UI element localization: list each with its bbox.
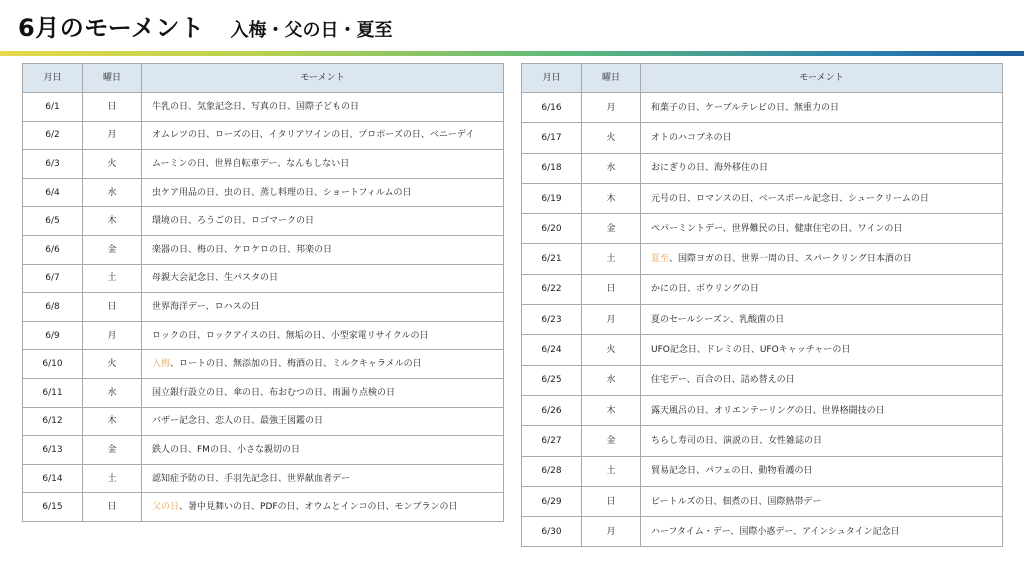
weekday-cell: 火 [582,335,641,365]
column-header-moment: モーメント [641,64,1003,93]
table-row [522,335,1003,365]
page-subtitle: 入梅・父の日・夏至 [230,20,393,41]
table-row [23,407,504,436]
date-cell: 6/11 [23,378,83,407]
moment-text: 牛乳の日、気象記念日、写真の日、国際子どもの日 [152,101,360,112]
table-row [522,93,1003,123]
weekday-cell: 金 [83,436,142,465]
weekday-cell: 土 [582,244,641,274]
date-cell: 6/14 [23,464,83,493]
table-row [23,464,504,493]
date-cell: 6/30 [522,517,582,547]
moment-text: おにぎりの日、海外移住の日 [651,163,769,174]
page-title: 6月のモーメント [18,14,205,42]
moment-text: 鉄人の日、FMの日、小さな親切の日 [152,444,300,455]
weekday-cell: 火 [83,350,142,379]
table-row [23,436,504,465]
moment-cell [641,214,1003,244]
moment-text: ロックの日、ロックアイスの日、無垢の日、小型家電リサイクルの日 [152,330,429,341]
table-row [522,456,1003,486]
moment-cell [142,293,504,322]
moment-text: 露天風呂の日、オリエンテーリングの日、世界格闘技の日 [651,405,885,416]
weekday-cell: 月 [83,321,142,350]
table-row [522,395,1003,425]
moment-text: 国立銀行設立の日、傘の日、布おむつの日、雨漏り点検の日 [152,387,396,398]
weekday-cell: 日 [83,493,142,522]
date-cell: 6/12 [23,407,83,436]
table-row [23,350,504,379]
weekday-cell: 水 [582,365,641,395]
date-cell: 6/8 [23,293,83,322]
moment-text: 和菓子の日、ケーブルテレビの日、無重力の日 [651,102,840,113]
weekday-cell: 日 [582,274,641,304]
moment-text: 、国際ヨガの日、世界一周の日、スパークリング日本酒の日 [669,254,912,265]
date-cell: 6/7 [23,264,83,293]
weekday-cell: 火 [582,123,641,153]
moment-cell [641,153,1003,183]
moment-text: オトのハコブネの日 [651,132,732,143]
table-row [23,150,504,179]
table-row [522,426,1003,456]
weekday-cell: 木 [83,207,142,236]
weekday-cell: 金 [582,214,641,244]
date-cell: 6/16 [522,93,582,123]
highlighted-moment: 父の日 [152,502,180,513]
date-cell: 6/21 [522,244,582,274]
moment-cell [641,456,1003,486]
weekday-cell: 金 [582,426,641,456]
date-cell: 6/22 [522,274,582,304]
moment-text: ちらし寿司の日、演説の日、女性雑誌の日 [651,435,823,446]
date-cell: 6/10 [23,350,83,379]
weekday-cell: 日 [582,486,641,516]
table-row [23,378,504,407]
column-header-date: 月日 [23,64,83,93]
moment-cell [142,464,504,493]
moment-cell [142,436,504,465]
weekday-cell: 月 [582,93,641,123]
moment-cell [641,486,1003,516]
column-header-day: 曜日 [83,64,142,93]
page-header [18,8,393,44]
weekday-cell: 火 [83,150,142,179]
moment-cell [142,264,504,293]
table-row [522,305,1003,335]
moment-text: 世界海洋デー、ロハスの日 [152,301,260,312]
table-row [522,365,1003,395]
moment-text: 虫ケア用品の日、虫の日、蒸し料理の日、ショートフィルムの日 [152,187,412,198]
table-row [23,121,504,150]
weekday-cell: 水 [83,178,142,207]
table-row [23,235,504,264]
weekday-cell: 日 [83,93,142,122]
moments-table-left [22,63,504,522]
column-header-moment: モーメント [142,64,504,93]
moment-text: UFO記念日、ドレミの日、UFOキャッチャーの日 [651,345,851,356]
date-cell: 6/25 [522,365,582,395]
moment-text: 、暑中見舞いの日、PDFの日、オウムとインコの日、モンブランの日 [179,502,458,513]
date-cell: 6/1 [23,93,83,122]
moment-text: 環境の日、ろうごの日、ロゴマークの日 [152,216,315,227]
moment-cell [142,150,504,179]
table-row [522,517,1003,547]
date-cell: 6/19 [522,183,582,213]
date-cell: 6/13 [23,436,83,465]
weekday-cell: 月 [83,121,142,150]
highlighted-moment: 入梅 [152,359,171,370]
table-row [23,207,504,236]
moment-cell [641,335,1003,365]
moment-cell [142,207,504,236]
moments-table-right [521,63,1003,547]
moment-cell [142,493,504,522]
moment-cell [142,321,504,350]
weekday-cell: 木 [582,183,641,213]
date-cell: 6/9 [23,321,83,350]
date-cell: 6/6 [23,235,83,264]
weekday-cell: 木 [83,407,142,436]
weekday-cell: 月 [582,517,641,547]
date-cell: 6/20 [522,214,582,244]
table-row [23,178,504,207]
date-cell: 6/5 [23,207,83,236]
moment-cell [641,183,1003,213]
date-cell: 6/26 [522,395,582,425]
highlighted-moment: 夏至 [651,254,670,265]
date-cell: 6/28 [522,456,582,486]
moment-cell [641,365,1003,395]
weekday-cell: 月 [582,305,641,335]
moment-text: ビートルズの日、佃煮の日、国際熱帯デー [651,496,822,507]
table-header-row [23,64,504,93]
date-cell: 6/18 [522,153,582,183]
date-cell: 6/15 [23,493,83,522]
date-cell: 6/4 [23,178,83,207]
moment-cell [142,178,504,207]
moment-cell [142,378,504,407]
table-row [522,183,1003,213]
table-row [23,293,504,322]
table-row [522,123,1003,153]
weekday-cell: 土 [582,456,641,486]
date-cell: 6/27 [522,426,582,456]
table-row [522,274,1003,304]
table-row [23,93,504,122]
moment-text: 母親大会記念日、生パスタの日 [152,273,279,284]
weekday-cell: 木 [582,395,641,425]
date-cell: 6/29 [522,486,582,516]
moment-cell [641,395,1003,425]
table-header-row [522,64,1003,93]
column-header-day: 曜日 [582,64,641,93]
moment-cell [641,426,1003,456]
moment-cell [641,274,1003,304]
moment-text: 認知症予防の日、手羽先記念日、世界献血者デー [152,473,351,484]
moment-cell [142,350,504,379]
moment-text: 楽器の日、梅の日、ケロケロの日、邦楽の日 [152,244,333,255]
moment-text: 夏のセールシーズン、乳酸菌の日 [651,314,785,325]
moment-cell [142,235,504,264]
table-row [23,493,504,522]
moment-text: 貿易記念日、パフェの日、動物看護の日 [651,466,813,477]
weekday-cell: 水 [582,153,641,183]
table-row [522,486,1003,516]
date-cell: 6/24 [522,335,582,365]
table-row [522,244,1003,274]
moment-text: 住宅デー、百合の日、詰め替えの日 [651,375,795,386]
moment-text: ハーフタイム・デー、国際小惑デー、アインシュタイン記念日 [651,526,900,537]
table-row [522,153,1003,183]
date-cell: 6/23 [522,305,582,335]
moment-text: バザー記念日、恋人の日、最強王図鑑の日 [152,416,324,427]
date-cell: 6/17 [522,123,582,153]
moment-cell [641,244,1003,274]
moment-cell [641,123,1003,153]
weekday-cell: 土 [83,264,142,293]
moment-cell [641,517,1003,547]
moment-text: ペパーミントデー、世界難民の日、健康住宅の日、ワインの日 [651,223,903,234]
moment-text: 元号の日、ロマンスの日、ベースボール記念日、シュークリームの日 [651,193,929,204]
date-cell: 6/2 [23,121,83,150]
header-accent-line [0,51,1024,56]
weekday-cell: 金 [83,235,142,264]
moment-text: かにの日、ボウリングの日 [651,284,759,295]
column-header-date: 月日 [522,64,582,93]
table-row [23,321,504,350]
weekday-cell: 日 [83,293,142,322]
moment-cell [641,305,1003,335]
moment-text: ムーミンの日、世界自転車デー、なんもしない日 [152,158,350,169]
weekday-cell: 土 [83,464,142,493]
moment-cell [142,407,504,436]
moment-cell [142,121,504,150]
table-row [23,264,504,293]
moment-text: 、ロートの日、無添加の日、梅酒の日、ミルクキャラメルの日 [170,359,422,370]
moment-cell [641,93,1003,123]
moment-text: オムレツの日、ローズの日、イタリアワインの日、プロポーズの日、ベニーデイ [152,130,475,141]
date-cell: 6/3 [23,150,83,179]
moment-cell [142,93,504,122]
table-row [522,214,1003,244]
weekday-cell: 水 [83,378,142,407]
